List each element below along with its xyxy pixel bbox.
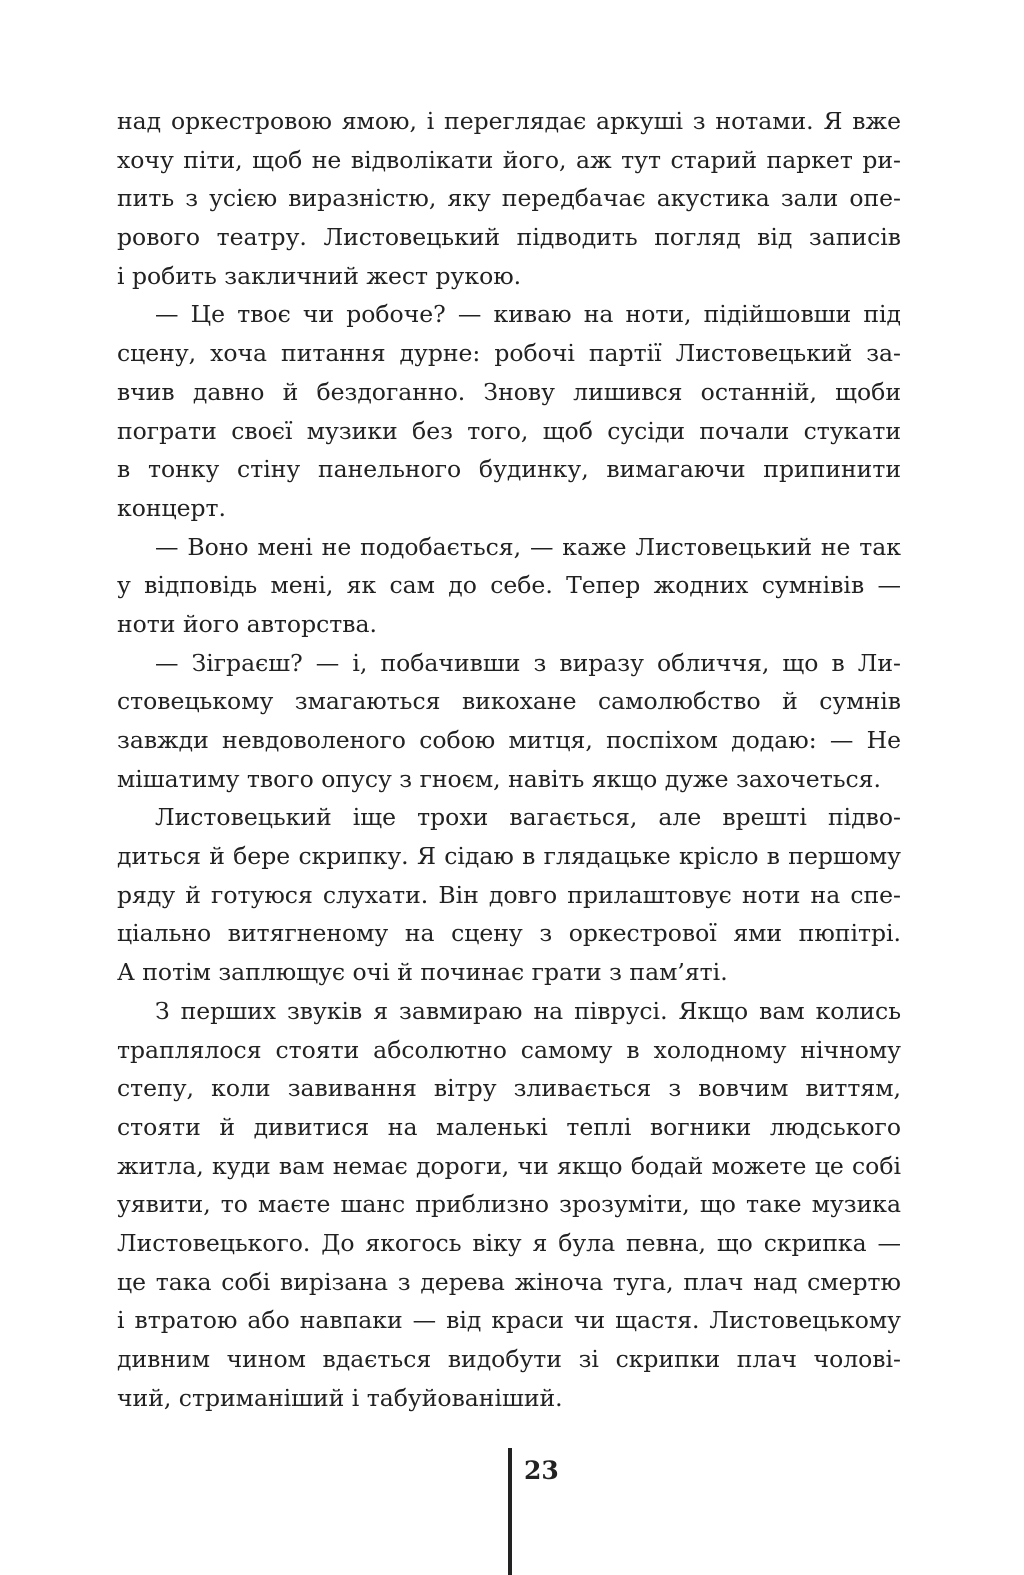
text-line: над оркестровою ямою, і переглядає аркуші з нотами. Я вже: [117, 107, 901, 135]
text-line: — Це твоє чи робоче? — киваю на ноти, підійшовши під: [155, 300, 901, 329]
text-line: ряду й готуюся слухати. Він довго прилаштовує ноти на спе-: [117, 880, 901, 909]
text-line: Листовецький іще трохи вагається, але врешті підво-: [155, 803, 901, 832]
text-line: — Зіграєш? — і, побачивши з виразу обличчя, що в Ли-: [155, 648, 901, 677]
text-line: і робить закличний жест рукою.: [117, 261, 522, 290]
text-line: хочу піти, щоб не відволікати його, аж тут старий паркет ри-: [117, 145, 901, 174]
text-line: завжди невдоволеного собою митця, поспіхом додаю: — Не: [117, 726, 901, 754]
text-line: сцену, хоча питання дурне: робочі партії Листовецький за-: [117, 339, 901, 368]
text-line: пограти своєї музики без того, щоб сусіди почали стукати: [117, 416, 901, 445]
text-line: у відповідь мені, як сам до себе. Тепер жодних сумнівів —: [117, 571, 901, 600]
text-line: і втратою або навпаки — від краси чи щастя. Листовецькому: [117, 1306, 901, 1335]
text-line: рового театру. Листовецький підводить погляд від записів: [117, 223, 901, 252]
text-line: дивним чином вдається видобути зі скрипки плач чолові-: [117, 1345, 901, 1373]
text-line: вчив давно й бездоганно. Знову лишився останній, щоби: [117, 377, 901, 406]
footer-divider: [508, 1448, 512, 1575]
text-line: в тонку стіну панельного будинку, вимагаючи припинити: [117, 455, 901, 484]
text-line: З перших звуків я завмираю на піврусі. Якщо вам колись: [155, 996, 901, 1025]
text-line: ціально витягненому на сцену з оркестрової ями пюпітрі.: [117, 919, 901, 948]
text-line: чий, стриманіший і табуйованіший.: [117, 1383, 563, 1412]
text-line: стояти й дивитися на маленькі теплі вогники людського: [117, 1112, 901, 1141]
text-line: траплялося стояти абсолютно самому в холодному нічному: [117, 1035, 901, 1064]
text-line: житла, куди вам немає дороги, чи якщо бодай можете це собі: [117, 1151, 901, 1180]
text-line: степу, коли завивання вітру зливається з вовчим виттям,: [117, 1074, 901, 1103]
text-line: Листовецького. До якогось віку я була певна, що скрипка —: [117, 1228, 901, 1257]
text-line: мішатиму твого опусу з гноєм, навіть якщо дуже захочеться.: [117, 764, 881, 793]
text-line: диться й бере скрипку. Я сідаю в глядацьке крісло в першому: [117, 842, 901, 871]
text-line: А потім заплющує очі й починає грати з пам’яті.: [117, 958, 728, 987]
text-line: стовецькому змагаються викохане самолюбство й сумнів: [117, 687, 901, 716]
text-line: пить з усією виразністю, яку передбачає акустика зали опе-: [117, 184, 901, 213]
text-line: це така собі вирізана з дерева жіноча туга, плач над смертю: [117, 1267, 901, 1296]
text-line: концерт.: [117, 493, 227, 522]
body-text: [117, 102, 901, 1417]
text-line: ноти його авторства.: [117, 609, 377, 638]
page-number: 23: [524, 1456, 559, 1485]
text-line: — Воно мені не подобається, — каже Листовецький не так: [155, 532, 901, 561]
text-line: уявити, то маєте шанс приблизно зрозуміти, що таке музика: [117, 1190, 901, 1219]
